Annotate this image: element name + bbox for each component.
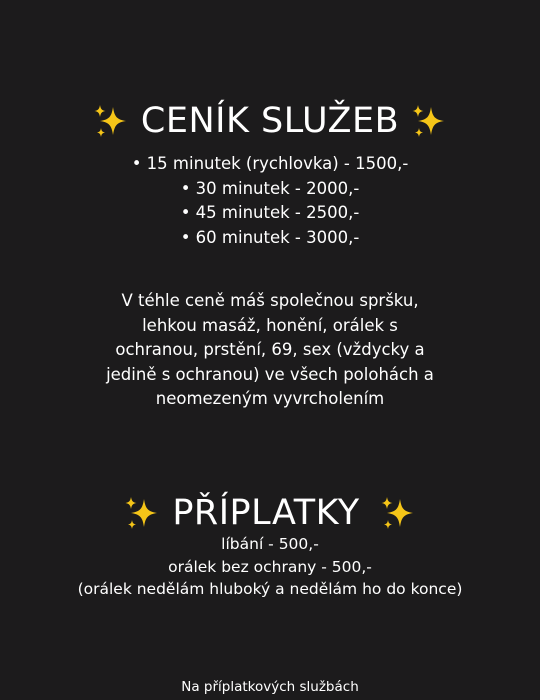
note-text: Na příplatkových službách <box>181 679 359 695</box>
included-line: neomezeným vyvrcholením <box>155 389 385 408</box>
included-line: jedině s ochranou) ve všech polohách a <box>106 364 434 384</box>
extras-list <box>0 533 540 601</box>
price-item: • 30 minutek - 2000,- <box>180 178 360 198</box>
extras-note <box>0 678 540 696</box>
extra-item: orálek bez ochrany - 500,- <box>168 557 372 576</box>
price-item: • 15 minutek (rychlovka) - 1500,- <box>131 154 409 173</box>
sparkles-icon <box>122 493 162 533</box>
pricelist-title: CENÍK SLUŽEB <box>140 101 400 142</box>
extra-item: (orálek nedělám hluboký a nedělám ho do konce) <box>77 580 463 598</box>
extras-title: PŘÍPLATKY <box>172 493 360 534</box>
price-item: • 60 minutek - 3000,- <box>180 227 360 247</box>
extra-item: líbání - 500,- <box>221 535 319 553</box>
included-line: V téhle ceně máš společnou spršku, <box>121 291 419 310</box>
included-services <box>0 289 540 412</box>
extras-heading <box>0 493 540 533</box>
sparkles-icon <box>378 493 418 533</box>
price-list <box>0 152 540 250</box>
price-item: • 45 minutek - 2500,- <box>180 203 360 222</box>
included-line: ochranou, prstění, 69, sex (vždycky a <box>115 340 425 359</box>
included-line: lehkou masáž, honění, orálek s <box>142 315 398 335</box>
sparkles-icon <box>91 101 131 141</box>
sparkles-icon <box>409 101 449 141</box>
pricelist-heading <box>0 101 540 141</box>
